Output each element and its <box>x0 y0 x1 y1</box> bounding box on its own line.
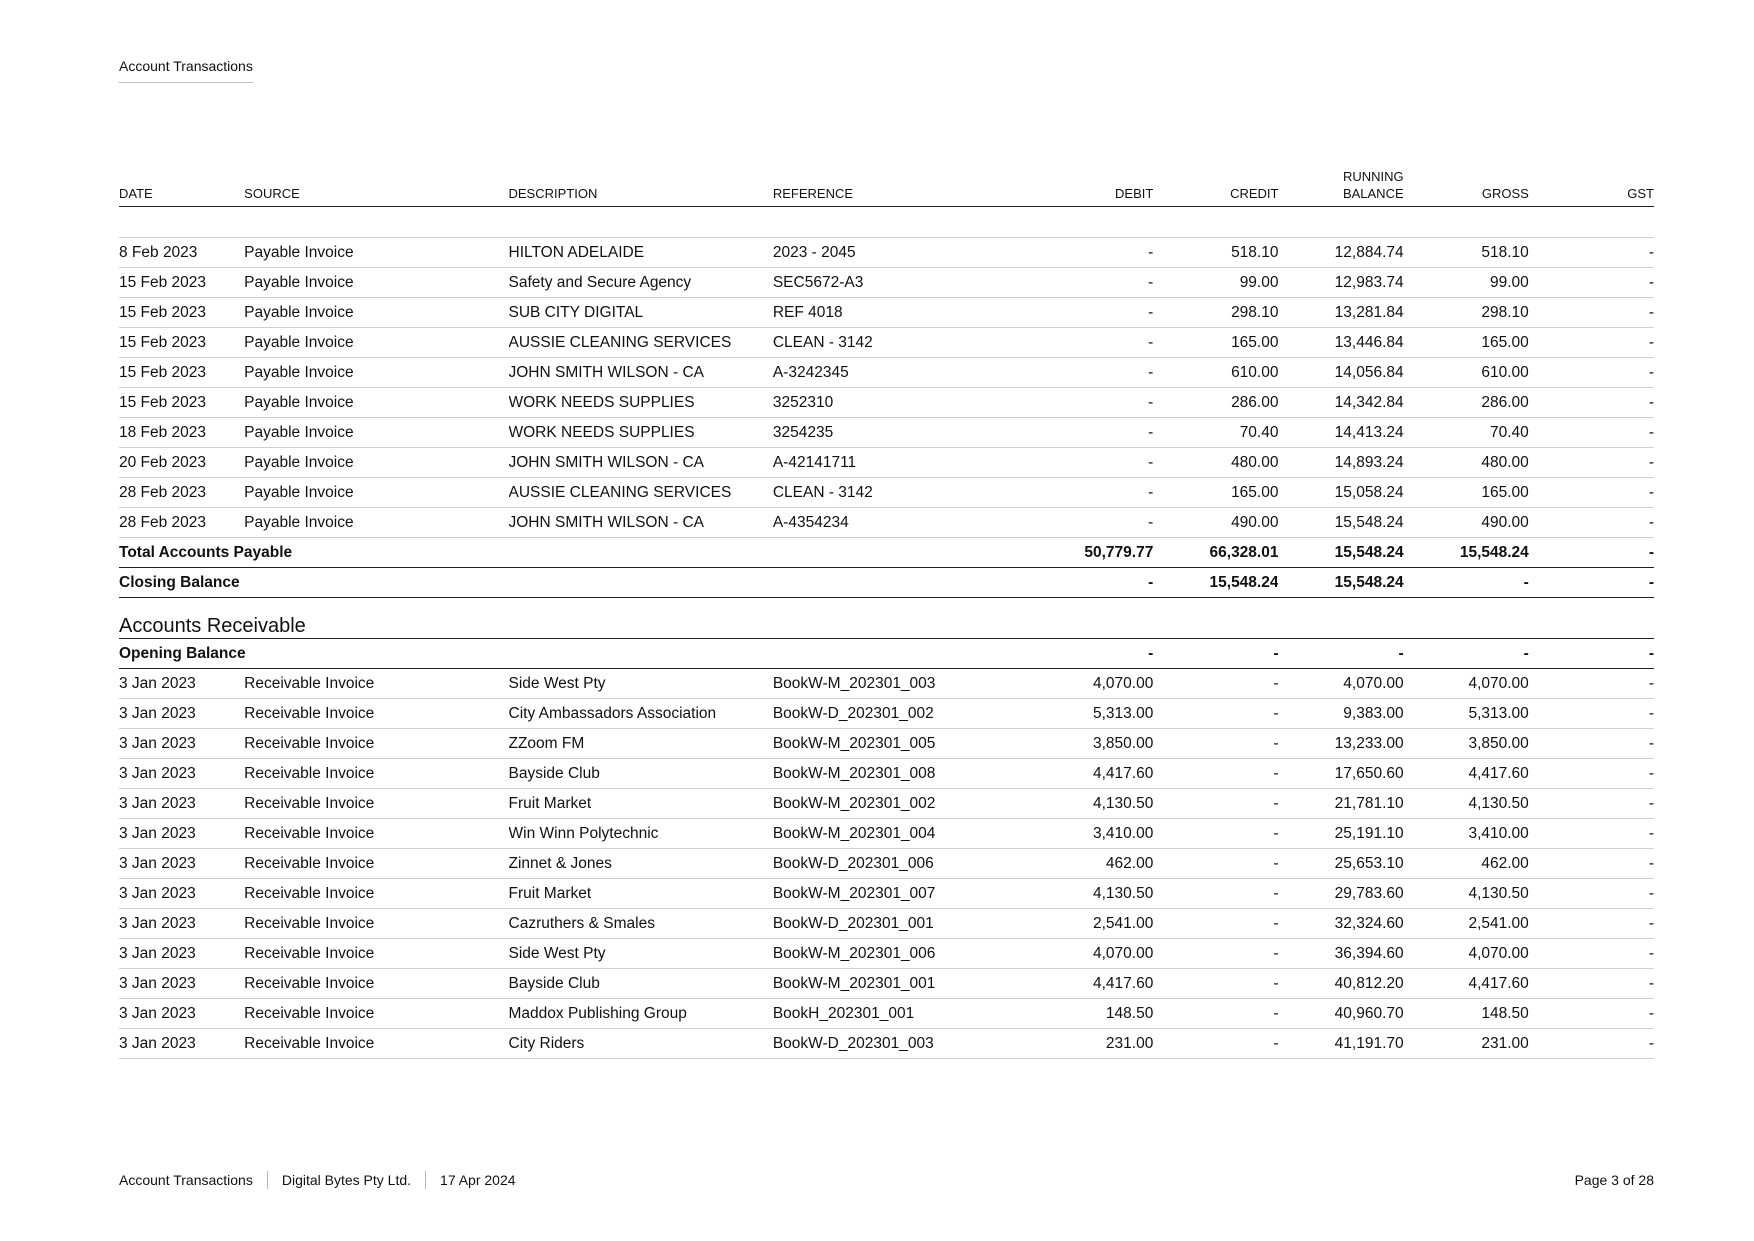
opening-balance-debit: - <box>953 639 1153 669</box>
cell-source: Receivable Invoice <box>244 759 508 789</box>
cell-source: Receivable Invoice <box>244 849 508 879</box>
cell-credit: - <box>1153 909 1278 939</box>
table-row <box>119 508 1654 538</box>
cell-gross: 3,850.00 <box>1404 729 1529 759</box>
cell-debit: 3,410.00 <box>953 819 1153 849</box>
cell-gst: - <box>1529 298 1654 328</box>
cell-gross: 4,417.60 <box>1404 969 1529 999</box>
cell-description: AUSSIE CLEANING SERVICES <box>509 328 773 358</box>
cell-running-balance: 15,548.24 <box>1278 508 1403 538</box>
cell-debit: 148.50 <box>953 999 1153 1029</box>
cell-reference: A-42141711 <box>773 448 953 478</box>
cell-debit: 462.00 <box>953 849 1153 879</box>
cell-credit: - <box>1153 969 1278 999</box>
cell-date: 3 Jan 2023 <box>119 699 244 729</box>
cell-description: Bayside Club <box>509 759 773 789</box>
table-row <box>119 969 1654 999</box>
cell-debit: - <box>953 388 1153 418</box>
cell-reference: 3254235 <box>773 418 953 448</box>
cell-debit: - <box>953 508 1153 538</box>
cell-running-balance: 25,191.10 <box>1278 819 1403 849</box>
cell-source: Payable Invoice <box>244 298 508 328</box>
footer-page-number: Page 3 of 28 <box>1574 1172 1654 1188</box>
cell-date: 3 Jan 2023 <box>119 849 244 879</box>
cell-gross: 518.10 <box>1404 238 1529 268</box>
cell-credit: 99.00 <box>1153 268 1278 298</box>
cell-running-balance: 14,893.24 <box>1278 448 1403 478</box>
opening-balance-running: - <box>1278 639 1403 669</box>
cell-date: 3 Jan 2023 <box>119 759 244 789</box>
cell-gross: 462.00 <box>1404 849 1529 879</box>
cell-debit: 4,070.00 <box>953 939 1153 969</box>
cell-date: 15 Feb 2023 <box>119 298 244 328</box>
cell-gst: - <box>1529 448 1654 478</box>
cell-date: 15 Feb 2023 <box>119 388 244 418</box>
cell-debit: 3,850.00 <box>953 729 1153 759</box>
cell-debit: 4,130.50 <box>953 879 1153 909</box>
cell-gst: - <box>1529 508 1654 538</box>
receivable-rows <box>119 669 1654 1059</box>
cell-running-balance: 14,056.84 <box>1278 358 1403 388</box>
col-header-source: SOURCE <box>244 168 508 207</box>
payable-summary <box>119 538 1654 669</box>
cell-reference: BookW-M_202301_002 <box>773 789 953 819</box>
total-payable-running: 15,548.24 <box>1278 538 1403 568</box>
cell-description: Fruit Market <box>509 879 773 909</box>
cell-gst: - <box>1529 879 1654 909</box>
cell-gross: 480.00 <box>1404 448 1529 478</box>
cell-reference: BookW-M_202301_006 <box>773 939 953 969</box>
cell-running-balance: 32,324.60 <box>1278 909 1403 939</box>
closing-balance-debit: - <box>953 568 1153 598</box>
opening-balance-gst: - <box>1529 639 1654 669</box>
table-row <box>119 819 1654 849</box>
total-payable-credit: 66,328.01 <box>1153 538 1278 568</box>
table-row <box>119 298 1654 328</box>
cell-credit: 165.00 <box>1153 328 1278 358</box>
cell-source: Receivable Invoice <box>244 909 508 939</box>
table-row <box>119 909 1654 939</box>
cell-reference: BookW-D_202301_003 <box>773 1029 953 1059</box>
total-payable-gst: - <box>1529 538 1654 568</box>
cell-credit: - <box>1153 879 1278 909</box>
cell-gross: 490.00 <box>1404 508 1529 538</box>
cell-running-balance: 13,281.84 <box>1278 298 1403 328</box>
cell-date: 15 Feb 2023 <box>119 328 244 358</box>
footer-report-name: Account Transactions <box>119 1172 253 1188</box>
cell-credit: - <box>1153 759 1278 789</box>
cell-credit: - <box>1153 699 1278 729</box>
cell-source: Payable Invoice <box>244 268 508 298</box>
cell-credit: - <box>1153 729 1278 759</box>
table-row <box>119 238 1654 268</box>
cell-date: 15 Feb 2023 <box>119 358 244 388</box>
page-header-title: Account Transactions <box>119 58 253 83</box>
opening-balance-gross: - <box>1404 639 1529 669</box>
cell-date: 20 Feb 2023 <box>119 448 244 478</box>
footer-divider <box>267 1171 268 1189</box>
cell-date: 3 Jan 2023 <box>119 939 244 969</box>
footer-date: 17 Apr 2024 <box>440 1172 516 1188</box>
cell-gross: 5,313.00 <box>1404 699 1529 729</box>
cell-date: 3 Jan 2023 <box>119 819 244 849</box>
table-row <box>119 729 1654 759</box>
cell-source: Receivable Invoice <box>244 789 508 819</box>
cell-debit: 231.00 <box>953 1029 1153 1059</box>
cell-source: Receivable Invoice <box>244 969 508 999</box>
cell-credit: 490.00 <box>1153 508 1278 538</box>
closing-balance-credit: 15,548.24 <box>1153 568 1278 598</box>
opening-balance-label: Opening Balance <box>119 639 953 669</box>
cell-gross: 298.10 <box>1404 298 1529 328</box>
cell-source: Payable Invoice <box>244 418 508 448</box>
cell-credit: - <box>1153 1029 1278 1059</box>
cell-gross: 4,070.00 <box>1404 939 1529 969</box>
cell-gross: 3,410.00 <box>1404 819 1529 849</box>
cell-debit: - <box>953 328 1153 358</box>
cell-debit: - <box>953 268 1153 298</box>
cell-description: Maddox Publishing Group <box>509 999 773 1029</box>
cell-source: Payable Invoice <box>244 478 508 508</box>
cell-gst: - <box>1529 909 1654 939</box>
table-row <box>119 849 1654 879</box>
cell-gst: - <box>1529 729 1654 759</box>
cell-running-balance: 21,781.10 <box>1278 789 1403 819</box>
cell-running-balance: 36,394.60 <box>1278 939 1403 969</box>
col-header-gst: GST <box>1529 168 1654 207</box>
table-row <box>119 268 1654 298</box>
cell-gross: 231.00 <box>1404 1029 1529 1059</box>
table-row <box>119 699 1654 729</box>
opening-balance-row <box>119 639 1654 669</box>
cell-credit: 298.10 <box>1153 298 1278 328</box>
cell-gross: 4,417.60 <box>1404 759 1529 789</box>
cell-reference: BookW-M_202301_004 <box>773 819 953 849</box>
cell-date: 3 Jan 2023 <box>119 999 244 1029</box>
cell-running-balance: 4,070.00 <box>1278 669 1403 699</box>
cell-source: Payable Invoice <box>244 388 508 418</box>
cell-reference: BookW-D_202301_006 <box>773 849 953 879</box>
cell-running-balance: 14,342.84 <box>1278 388 1403 418</box>
cell-debit: 4,417.60 <box>953 969 1153 999</box>
cell-credit: - <box>1153 789 1278 819</box>
cell-gross: 286.00 <box>1404 388 1529 418</box>
cell-credit: 518.10 <box>1153 238 1278 268</box>
cell-reference: A-4354234 <box>773 508 953 538</box>
cell-description: Side West Pty <box>509 669 773 699</box>
cell-running-balance: 29,783.60 <box>1278 879 1403 909</box>
closing-balance-row <box>119 568 1654 598</box>
cell-credit: 70.40 <box>1153 418 1278 448</box>
payable-rows <box>119 207 1654 538</box>
cell-running-balance: 41,191.70 <box>1278 1029 1403 1059</box>
closing-balance-gst: - <box>1529 568 1654 598</box>
cell-reference: SEC5672-A3 <box>773 268 953 298</box>
col-header-running-line1: RUNNING <box>1342 169 1404 184</box>
cell-description: WORK NEEDS SUPPLIES <box>509 418 773 448</box>
cell-date: 3 Jan 2023 <box>119 879 244 909</box>
cell-source: Receivable Invoice <box>244 819 508 849</box>
cell-running-balance: 13,446.84 <box>1278 328 1403 358</box>
cell-description: Win Winn Polytechnic <box>509 819 773 849</box>
cell-debit: - <box>953 298 1153 328</box>
cell-debit: - <box>953 448 1153 478</box>
cell-gst: - <box>1529 789 1654 819</box>
col-header-credit: CREDIT <box>1153 168 1278 207</box>
cell-credit: 480.00 <box>1153 448 1278 478</box>
cell-reference: CLEAN - 3142 <box>773 478 953 508</box>
cell-source: Receivable Invoice <box>244 669 508 699</box>
cell-debit: 4,417.60 <box>953 759 1153 789</box>
closing-balance-label: Closing Balance <box>119 568 953 598</box>
cell-source: Receivable Invoice <box>244 939 508 969</box>
table-row <box>119 999 1654 1029</box>
cell-running-balance: 15,058.24 <box>1278 478 1403 508</box>
cell-debit: 4,130.50 <box>953 789 1153 819</box>
cell-gst: - <box>1529 238 1654 268</box>
cell-debit: - <box>953 358 1153 388</box>
cell-date: 18 Feb 2023 <box>119 418 244 448</box>
table-header-row <box>119 168 1654 207</box>
cell-running-balance: 9,383.00 <box>1278 699 1403 729</box>
col-header-description: DESCRIPTION <box>509 168 773 207</box>
cell-gst: - <box>1529 819 1654 849</box>
cell-credit: - <box>1153 849 1278 879</box>
transactions-table <box>119 168 1654 1059</box>
cell-description: Zinnet & Jones <box>509 849 773 879</box>
cell-description: Fruit Market <box>509 789 773 819</box>
cell-source: Payable Invoice <box>244 448 508 478</box>
cell-source: Payable Invoice <box>244 508 508 538</box>
cell-gross: 4,130.50 <box>1404 879 1529 909</box>
cell-reference: BookW-M_202301_008 <box>773 759 953 789</box>
cell-date: 8 Feb 2023 <box>119 238 244 268</box>
cell-date: 15 Feb 2023 <box>119 268 244 298</box>
table-row <box>119 448 1654 478</box>
section-heading-row <box>119 598 1654 639</box>
cell-gst: - <box>1529 969 1654 999</box>
total-payable-label: Total Accounts Payable <box>119 538 953 568</box>
cell-gst: - <box>1529 759 1654 789</box>
cell-running-balance: 13,233.00 <box>1278 729 1403 759</box>
cell-reference: CLEAN - 3142 <box>773 328 953 358</box>
cell-running-balance: 14,413.24 <box>1278 418 1403 448</box>
cell-date: 3 Jan 2023 <box>119 669 244 699</box>
cell-debit: 2,541.00 <box>953 909 1153 939</box>
col-header-date: DATE <box>119 168 244 207</box>
cell-running-balance: 40,960.70 <box>1278 999 1403 1029</box>
cell-reference: 3252310 <box>773 388 953 418</box>
table-row <box>119 939 1654 969</box>
cell-description: JOHN SMITH WILSON - CA <box>509 448 773 478</box>
table-row <box>119 1029 1654 1059</box>
cell-description: JOHN SMITH WILSON - CA <box>509 358 773 388</box>
cell-gross: 165.00 <box>1404 328 1529 358</box>
cell-gross: 610.00 <box>1404 358 1529 388</box>
opening-balance-credit: - <box>1153 639 1278 669</box>
cell-date: 3 Jan 2023 <box>119 969 244 999</box>
cell-source: Receivable Invoice <box>244 999 508 1029</box>
table-row <box>119 789 1654 819</box>
cell-credit: - <box>1153 669 1278 699</box>
footer-divider <box>425 1171 426 1189</box>
cell-gst: - <box>1529 478 1654 508</box>
cell-gst: - <box>1529 328 1654 358</box>
cell-source: Receivable Invoice <box>244 729 508 759</box>
total-payable-debit: 50,779.77 <box>953 538 1153 568</box>
cell-reference: BookW-D_202301_001 <box>773 909 953 939</box>
cell-credit: - <box>1153 939 1278 969</box>
cell-gst: - <box>1529 358 1654 388</box>
footer-company: Digital Bytes Pty Ltd. <box>281 1172 412 1188</box>
cell-gross: 4,130.50 <box>1404 789 1529 819</box>
cell-description: City Ambassadors Association <box>509 699 773 729</box>
cell-date: 3 Jan 2023 <box>119 729 244 759</box>
cell-credit: 165.00 <box>1153 478 1278 508</box>
cell-source: Receivable Invoice <box>244 1029 508 1059</box>
table-row <box>119 358 1654 388</box>
cell-gst: - <box>1529 388 1654 418</box>
cell-reference: REF 4018 <box>773 298 953 328</box>
section-title-accounts-receivable: Accounts Receivable <box>119 598 1654 639</box>
table-row <box>119 669 1654 699</box>
cell-gst: - <box>1529 939 1654 969</box>
cell-description: SUB CITY DIGITAL <box>509 298 773 328</box>
cell-description: ZZoom FM <box>509 729 773 759</box>
col-header-gross: GROSS <box>1404 168 1529 207</box>
cell-reference: BookW-M_202301_001 <box>773 969 953 999</box>
cell-running-balance: 40,812.20 <box>1278 969 1403 999</box>
cell-credit: 286.00 <box>1153 388 1278 418</box>
cell-reference: 2023 - 2045 <box>773 238 953 268</box>
cell-description: WORK NEEDS SUPPLIES <box>509 388 773 418</box>
cell-description: Bayside Club <box>509 969 773 999</box>
cell-gross: 99.00 <box>1404 268 1529 298</box>
cell-debit: - <box>953 478 1153 508</box>
cell-source: Payable Invoice <box>244 238 508 268</box>
cell-credit: 610.00 <box>1153 358 1278 388</box>
cell-gst: - <box>1529 669 1654 699</box>
cell-running-balance: 12,983.74 <box>1278 268 1403 298</box>
cell-source: Receivable Invoice <box>244 879 508 909</box>
col-header-running-line2: BALANCE <box>1342 186 1404 201</box>
cell-date: 28 Feb 2023 <box>119 478 244 508</box>
cell-date: 28 Feb 2023 <box>119 508 244 538</box>
cell-date: 3 Jan 2023 <box>119 789 244 819</box>
cell-gst: - <box>1529 849 1654 879</box>
cell-credit: - <box>1153 819 1278 849</box>
cell-description: City Riders <box>509 1029 773 1059</box>
cell-description: Safety and Secure Agency <box>509 268 773 298</box>
total-payable-row <box>119 538 1654 568</box>
cell-gst: - <box>1529 1029 1654 1059</box>
cell-gross: 165.00 <box>1404 478 1529 508</box>
spacer-row <box>119 207 1654 238</box>
closing-balance-gross: - <box>1404 568 1529 598</box>
cell-source: Receivable Invoice <box>244 699 508 729</box>
cell-reference: A-3242345 <box>773 358 953 388</box>
cell-reference: BookW-M_202301_005 <box>773 729 953 759</box>
cell-reference: BookW-M_202301_007 <box>773 879 953 909</box>
cell-date: 3 Jan 2023 <box>119 909 244 939</box>
total-payable-gross: 15,548.24 <box>1404 538 1529 568</box>
col-header-reference: REFERENCE <box>773 168 953 207</box>
cell-gst: - <box>1529 699 1654 729</box>
cell-description: Cazruthers & Smales <box>509 909 773 939</box>
cell-source: Payable Invoice <box>244 358 508 388</box>
cell-running-balance: 25,653.10 <box>1278 849 1403 879</box>
cell-gross: 148.50 <box>1404 999 1529 1029</box>
table-row <box>119 759 1654 789</box>
cell-gross: 70.40 <box>1404 418 1529 448</box>
table-row <box>119 478 1654 508</box>
cell-description: JOHN SMITH WILSON - CA <box>509 508 773 538</box>
col-header-debit: DEBIT <box>953 168 1153 207</box>
cell-running-balance: 12,884.74 <box>1278 238 1403 268</box>
table-row <box>119 388 1654 418</box>
closing-balance-running: 15,548.24 <box>1278 568 1403 598</box>
cell-reference: BookW-M_202301_003 <box>773 669 953 699</box>
cell-debit: 5,313.00 <box>953 699 1153 729</box>
cell-debit: 4,070.00 <box>953 669 1153 699</box>
table-row <box>119 879 1654 909</box>
cell-description: AUSSIE CLEANING SERVICES <box>509 478 773 508</box>
cell-debit: - <box>953 238 1153 268</box>
cell-debit: - <box>953 418 1153 448</box>
cell-reference: BookW-D_202301_002 <box>773 699 953 729</box>
cell-gst: - <box>1529 999 1654 1029</box>
cell-description: Side West Pty <box>509 939 773 969</box>
cell-running-balance: 17,650.60 <box>1278 759 1403 789</box>
cell-gst: - <box>1529 268 1654 298</box>
col-header-running-balance <box>1278 168 1403 207</box>
page-footer <box>119 1171 1654 1189</box>
cell-gst: - <box>1529 418 1654 448</box>
cell-description: HILTON ADELAIDE <box>509 238 773 268</box>
cell-date: 3 Jan 2023 <box>119 1029 244 1059</box>
cell-source: Payable Invoice <box>244 328 508 358</box>
cell-credit: - <box>1153 999 1278 1029</box>
cell-gross: 2,541.00 <box>1404 909 1529 939</box>
cell-gross: 4,070.00 <box>1404 669 1529 699</box>
table-row <box>119 328 1654 358</box>
table-row <box>119 418 1654 448</box>
cell-reference: BookH_202301_001 <box>773 999 953 1029</box>
